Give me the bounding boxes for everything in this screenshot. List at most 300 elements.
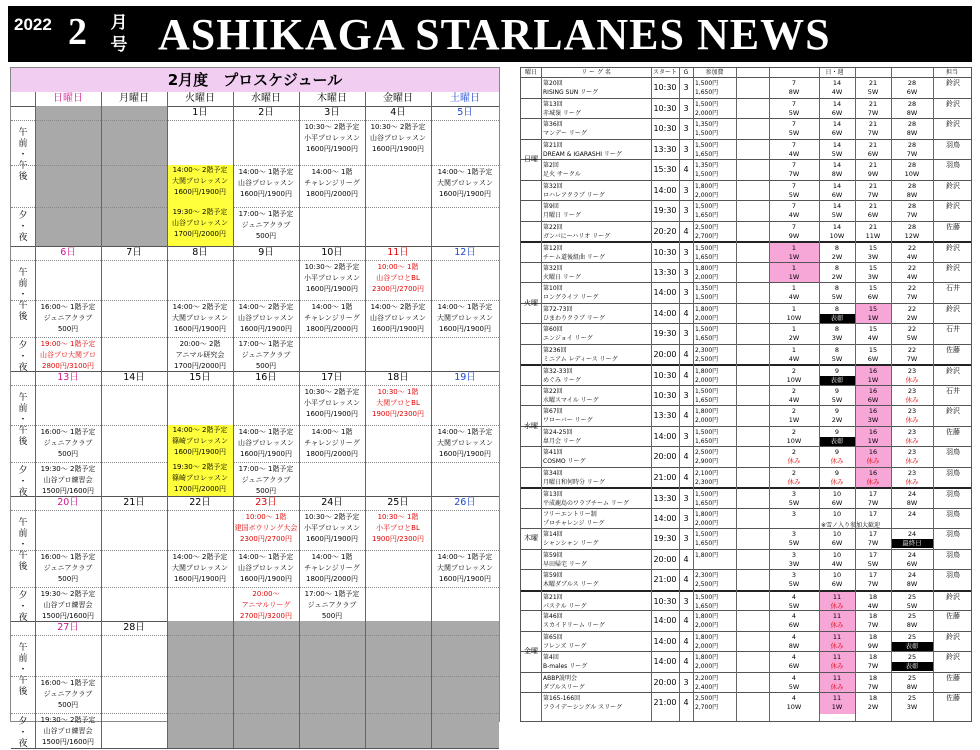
league-row[interactable] [521, 610, 971, 631]
league-name [543, 633, 650, 651]
league-name-line: ミニアム レディース リーグ [543, 355, 618, 363]
slot-divider [11, 550, 499, 551]
schedule-event[interactable] [299, 512, 365, 550]
league-row[interactable] [521, 303, 971, 324]
event-line: 20:00～ 2階 [179, 340, 221, 348]
date-divider [11, 260, 499, 261]
fee-line: 2,000円 [695, 663, 719, 670]
league-week-cell [891, 201, 933, 222]
week-date: 25 [907, 632, 917, 641]
week-date: 24 [907, 550, 917, 559]
league-week-cell [819, 673, 855, 694]
league-row[interactable] [521, 467, 971, 488]
league-row[interactable] [521, 159, 971, 180]
schedule-event[interactable] [365, 387, 431, 425]
event-line: 10:30～ 1階 [377, 388, 419, 396]
league-week-cell [855, 366, 891, 387]
calendar-empty-day [431, 621, 499, 748]
league-row[interactable] [521, 262, 971, 283]
event-line: 1600円/1900円 [240, 190, 292, 198]
event-line: 14:00～ 2階予定 [172, 303, 228, 311]
league-name-line: 早田帰宅 リーグ [543, 560, 587, 568]
week-date: 4 [791, 592, 797, 601]
league-name-line: 第236回 [543, 346, 567, 354]
league-row[interactable] [521, 364, 971, 385]
league-week-cell [855, 427, 891, 448]
league-header-cell: G [683, 69, 689, 76]
schedule-event[interactable] [299, 262, 365, 300]
event-line: 2700円/3200円 [240, 612, 292, 620]
league-week-cell [819, 140, 855, 161]
day-number: 27日 [57, 622, 79, 633]
league-row[interactable] [521, 692, 971, 713]
league-row[interactable] [521, 569, 971, 590]
day-number: 9日 [258, 247, 274, 258]
league-week-cell [769, 652, 819, 673]
week-date: 9 [834, 427, 840, 436]
week-status: 8W [788, 88, 800, 96]
week-status: 表彰 [819, 376, 855, 385]
fee-line: 1,500円 [695, 203, 719, 210]
event-line: 10:30～ 2階予定 [304, 513, 360, 521]
event-line: 山谷プロ練習会 [43, 601, 93, 609]
league-week-cell [891, 160, 933, 181]
league-name-line: 平成鹿島のワラブチーム リーグ [543, 500, 629, 507]
schedule-event[interactable] [35, 339, 101, 371]
schedule-event[interactable] [35, 552, 101, 587]
league-row[interactable] [521, 118, 971, 139]
week-date: 18 [868, 592, 878, 601]
league-week-cell [891, 283, 933, 304]
event-line: 1600円/1900円 [439, 575, 491, 583]
week-date: 16 [868, 367, 878, 375]
week-date: 2 [791, 367, 797, 375]
schedule-event[interactable] [35, 589, 101, 621]
schedule-event[interactable] [299, 552, 365, 587]
period-label-ampm: 午 前 ・ 午 後 [18, 643, 28, 697]
league-row[interactable] [521, 98, 971, 119]
league-column-line [933, 68, 934, 721]
week-date: 7 [791, 181, 797, 190]
schedule-event[interactable] [299, 387, 365, 425]
league-week-cell [819, 632, 855, 653]
league-name [543, 530, 650, 548]
league-week-cell [769, 324, 819, 345]
league-fee [695, 633, 736, 651]
schedule-event[interactable] [299, 427, 365, 462]
league-games: 3 [683, 144, 689, 154]
league-week-cell [769, 263, 819, 284]
league-start-time: 14:00 [653, 657, 677, 666]
league-name-line: 第32回 [543, 182, 563, 190]
event-line: ジュニアクラブ [43, 439, 93, 447]
schedule-event[interactable] [299, 122, 365, 165]
event-line: 建国ボウリング大会 [234, 524, 298, 532]
event-line: 500円 [57, 450, 79, 458]
league-week-cell [855, 632, 891, 653]
week-status: 5W [788, 539, 800, 547]
league-week-cell [769, 509, 819, 530]
league-row[interactable] [521, 487, 971, 508]
league-staff: 鈴沢 [946, 367, 960, 375]
schedule-event[interactable] [167, 207, 233, 246]
slot-divider [11, 337, 499, 338]
league-games: 4 [683, 349, 689, 359]
league-week-cell [855, 243, 891, 264]
date-divider [11, 385, 499, 386]
week-status: 9W [867, 641, 879, 650]
schedule-event[interactable] [365, 302, 431, 337]
schedule-event[interactable] [167, 339, 233, 371]
league-week-cell [891, 447, 933, 468]
league-fee [695, 161, 736, 179]
schedule-event[interactable] [365, 512, 431, 550]
league-name-line: ワローバー リーグ [543, 417, 593, 424]
league-games: 4 [683, 371, 689, 380]
league-row[interactable] [521, 426, 971, 447]
league-row[interactable] [521, 651, 971, 672]
event-line: 14:00～ 2階予定 [172, 553, 228, 561]
fee-line: 2,500円 [695, 355, 719, 363]
week-status: 1W [788, 253, 800, 261]
fee-line: 1,650円 [695, 89, 719, 96]
league-week-cell [819, 406, 855, 427]
league-row[interactable] [521, 344, 971, 365]
league-day-label: 火曜 [524, 298, 538, 307]
week-status: 6W [788, 662, 800, 670]
schedule-event[interactable] [431, 427, 499, 462]
day-number: 20日 [57, 497, 79, 508]
event-line: ジュニアクラブ [43, 690, 93, 698]
league-games: 3 [683, 103, 689, 113]
league-fee [695, 264, 736, 282]
league-row[interactable] [521, 323, 971, 344]
league-fee [695, 490, 736, 508]
week-status: 1W [867, 313, 879, 322]
league-week-cell [769, 222, 819, 243]
event-line: 1700円/2000円 [174, 230, 226, 238]
league-name [543, 141, 650, 159]
league-week-cell [891, 181, 933, 202]
league-note: ※雪ノ入り参加大歓迎 [821, 521, 881, 529]
schedule-event[interactable] [167, 425, 233, 462]
league-column-line [855, 68, 856, 721]
week-status: 10W [786, 436, 802, 445]
league-fee [695, 346, 736, 364]
event-line: 10:30～ 2階予定 [304, 123, 360, 131]
schedule-event[interactable] [233, 512, 299, 550]
league-row[interactable] [521, 77, 971, 98]
event-line: 10:00～ 1階 [377, 263, 419, 271]
week-date: 22 [907, 325, 917, 333]
league-week-cell [855, 283, 891, 304]
week-date: 28 [907, 202, 917, 210]
week-date: 14 [832, 140, 842, 149]
event-line: 2800円/3100円 [42, 362, 94, 370]
weekday-header: 火曜日 [185, 93, 215, 104]
league-header-cell: 参加費 [705, 69, 724, 76]
league-week-cell [819, 201, 855, 222]
day-number: 5日 [457, 107, 473, 118]
league-name [543, 407, 650, 425]
league-start-time: 19:30 [653, 206, 677, 215]
week-status: 6W [906, 88, 918, 96]
schedule-event[interactable] [431, 302, 499, 337]
schedule-event[interactable] [167, 462, 233, 496]
league-row[interactable] [521, 549, 971, 570]
league-row[interactable] [521, 508, 971, 529]
league-header-cell: 担当 [945, 69, 958, 76]
league-name-line: 月曜日 リーグ [543, 212, 581, 219]
event-line: 大関プロレッスン [437, 439, 493, 447]
schedule-event[interactable] [233, 552, 299, 587]
week-date: 14 [832, 79, 842, 87]
league-row[interactable] [521, 446, 971, 467]
league-name [543, 120, 650, 138]
event-line: 17:00～ 1階予定 [304, 590, 360, 598]
week-status: 1W [788, 272, 800, 281]
schedule-event[interactable] [233, 167, 299, 207]
league-row[interactable] [521, 528, 971, 549]
league-table [520, 67, 972, 722]
fee-line: 2,300円 [695, 346, 719, 354]
league-name-line: フリーエントリー制 [543, 510, 597, 518]
schedule-event[interactable] [35, 302, 101, 337]
event-line: 2300円/2700円 [240, 535, 292, 543]
league-start-time: 15:30 [653, 165, 677, 174]
week-date: 21 [868, 99, 878, 108]
league-name-line: 火曜日 リーグ [543, 273, 581, 281]
calendar-empty-day [365, 621, 431, 748]
event-line: 14:00～ 1階予定 [437, 303, 493, 311]
league-row[interactable] [521, 180, 971, 201]
league-games: 3 [683, 248, 689, 257]
schedule-event[interactable] [167, 552, 233, 587]
league-week-cell [855, 673, 891, 694]
league-name-line: 第59回 [543, 551, 563, 559]
day-number: 12日 [454, 247, 476, 258]
event-line: 山谷プロレッスン [370, 314, 426, 322]
event-line: 山谷プロ練習会 [43, 727, 93, 735]
week-date: 11 [832, 592, 842, 601]
period-label-evening: 夕 ・ 夜 [18, 466, 28, 498]
week-status: 3W [867, 253, 879, 261]
league-week-cell [769, 283, 819, 304]
fee-line: 1,500円 [695, 387, 719, 395]
schedule-event[interactable] [35, 464, 101, 496]
week-date: 18 [868, 694, 878, 702]
event-line: 2300円/2700円 [372, 285, 424, 293]
league-week-cell [819, 386, 855, 407]
league-week-cell [891, 222, 933, 243]
event-line: 500円 [255, 232, 277, 240]
league-staff: 羽鳥 [946, 509, 960, 518]
week-date: 14 [832, 181, 842, 190]
week-status: 10W [829, 231, 845, 240]
week-status: 8W [788, 641, 800, 650]
league-row[interactable] [521, 139, 971, 160]
week-status: 4W [906, 272, 918, 281]
league-week-cell [819, 611, 855, 632]
league-week-cell [891, 570, 933, 591]
league-staff: 羽鳥 [946, 490, 960, 498]
league-row[interactable] [521, 282, 971, 303]
fee-line: 1,800円 [695, 510, 719, 518]
fee-line: 1,500円 [695, 294, 719, 301]
league-week-cell [819, 693, 855, 714]
league-row[interactable] [521, 200, 971, 221]
calendar-empty-day [299, 621, 365, 748]
week-status: 5W [906, 334, 918, 342]
week-status: 6W [831, 129, 843, 137]
week-date: 15 [868, 284, 878, 292]
week-date: 23 [907, 407, 917, 415]
league-games: 4 [683, 411, 689, 420]
league-name-line: 水曜スマイル リーグ [543, 396, 599, 404]
league-row[interactable] [521, 241, 971, 262]
fee-line: 2,700円 [695, 704, 719, 711]
league-staff: 鈴沢 [946, 407, 960, 415]
event-line: 1700円/2000円 [174, 485, 226, 493]
slot-divider [11, 462, 499, 463]
fee-line: 1,650円 [695, 150, 719, 158]
schedule-event[interactable] [299, 589, 365, 621]
league-fee [695, 141, 736, 159]
event-line: 14:00～ 1階予定 [437, 553, 493, 561]
league-row[interactable] [521, 405, 971, 426]
league-start-time: 10:30 [653, 83, 677, 92]
schedule-event[interactable] [167, 302, 233, 337]
league-column-line [679, 68, 680, 721]
schedule-event[interactable] [365, 262, 431, 300]
week-date: 22 [907, 244, 917, 252]
league-name-line: チーム道後組曲 リーグ [543, 254, 605, 261]
event-line: 10:30～ 1階 [377, 513, 419, 521]
fee-line: 2,000円 [695, 377, 719, 384]
event-line: 14:00～ 1階予定 [437, 168, 493, 176]
week-date: 21 [868, 222, 878, 231]
league-row[interactable] [521, 590, 971, 611]
schedule-event[interactable] [299, 167, 365, 207]
league-staff: 羽鳥 [946, 140, 960, 149]
league-row[interactable] [521, 672, 971, 693]
fee-line: 1,800円 [695, 633, 719, 641]
league-start-time: 20:20 [653, 226, 677, 236]
event-line: 山谷プロレッスン [238, 179, 294, 187]
schedule-event[interactable] [167, 165, 233, 207]
league-row[interactable] [521, 221, 971, 242]
league-name [543, 612, 650, 630]
schedule-event[interactable] [233, 302, 299, 337]
week-status: 表彰 [891, 642, 933, 651]
league-start-time: 13:30 [653, 411, 677, 420]
league-fee [695, 325, 736, 343]
fee-line: 1,500円 [695, 531, 719, 538]
event-line: 14:00～ 2階予定 [370, 303, 426, 311]
league-name-line: ロハレアクラブ リーグ [543, 191, 605, 199]
day-number: 2日 [258, 107, 274, 118]
fee-line: 2,100円 [695, 469, 719, 477]
event-line: 16:00～ 1階予定 [40, 553, 96, 561]
league-week-cell [769, 611, 819, 632]
week-date: 10 [832, 490, 842, 498]
schedule-event[interactable] [233, 464, 299, 496]
league-staff: 石井 [946, 386, 960, 395]
week-date: 14 [832, 202, 842, 210]
league-row[interactable] [521, 631, 971, 652]
schedule-event[interactable] [35, 678, 101, 713]
event-line: 19:30～ 2階予定 [172, 208, 228, 216]
event-line: 山谷プロとBL [376, 274, 420, 282]
week-date: 8 [834, 284, 840, 292]
schedule-event[interactable] [365, 122, 431, 165]
league-row[interactable] [521, 385, 971, 406]
league-name-line: フレンズ リーグ [543, 642, 587, 650]
event-line: 1600円/1900円 [439, 450, 491, 458]
event-line: 14:00～ 2階予定 [172, 426, 228, 434]
week-date: 17 [868, 490, 878, 498]
week-date: 2 [791, 468, 797, 477]
slot-divider [11, 587, 499, 588]
schedule-event[interactable] [35, 427, 101, 462]
league-header-cell: リ ー グ 名 [581, 69, 611, 76]
column-line [299, 92, 300, 748]
league-start-time: 13:30 [653, 494, 677, 503]
league-fee [695, 653, 736, 671]
date-divider [11, 635, 499, 636]
league-name [543, 469, 650, 487]
schedule-event[interactable] [233, 339, 299, 371]
league-week-cell [769, 201, 819, 222]
day-number: 28日 [123, 622, 145, 633]
league-column-line [819, 68, 820, 721]
league-column-line [891, 68, 892, 721]
week-status: 9W [788, 231, 800, 240]
schedule-event[interactable] [299, 302, 365, 337]
week-status: 4W [788, 211, 800, 219]
event-line: 17:00～ 1階予定 [238, 340, 294, 348]
league-staff: 佐藤 [946, 612, 960, 620]
day-number: 23日 [255, 497, 277, 508]
fee-line: 2,000円 [695, 642, 719, 650]
period-label-ampm: 午 前 ・ 午 後 [18, 393, 28, 447]
week-status: 5W [788, 499, 800, 507]
event-line: 14:00～ 1階予定 [238, 168, 294, 176]
league-week-cell [819, 304, 855, 325]
day-number: 13日 [57, 372, 79, 383]
league-name [543, 653, 650, 671]
event-line: 篠崎プロレッスン [172, 437, 228, 445]
league-staff: 石井 [946, 325, 960, 333]
fee-line: 1,800円 [695, 654, 719, 661]
schedule-event[interactable] [35, 715, 101, 748]
slot-divider [11, 425, 499, 426]
schedule-event[interactable] [431, 552, 499, 587]
day-number: 19日 [454, 372, 476, 383]
league-week-cell [769, 468, 819, 489]
event-line: 1800円/2000円 [306, 325, 358, 333]
league-name-line: ガンバにーハリオ リーグ [543, 232, 611, 240]
league-name [543, 161, 650, 179]
league-start-time: 14:00 [653, 513, 677, 523]
week-date: 2 [791, 386, 797, 395]
event-line: 14:00～ 1階予定 [238, 553, 294, 561]
event-line: 山谷プロレッスン [238, 439, 294, 447]
schedule-event[interactable] [233, 589, 299, 621]
schedule-event[interactable] [431, 167, 499, 207]
schedule-event[interactable] [233, 209, 299, 246]
schedule-event[interactable] [233, 427, 299, 462]
